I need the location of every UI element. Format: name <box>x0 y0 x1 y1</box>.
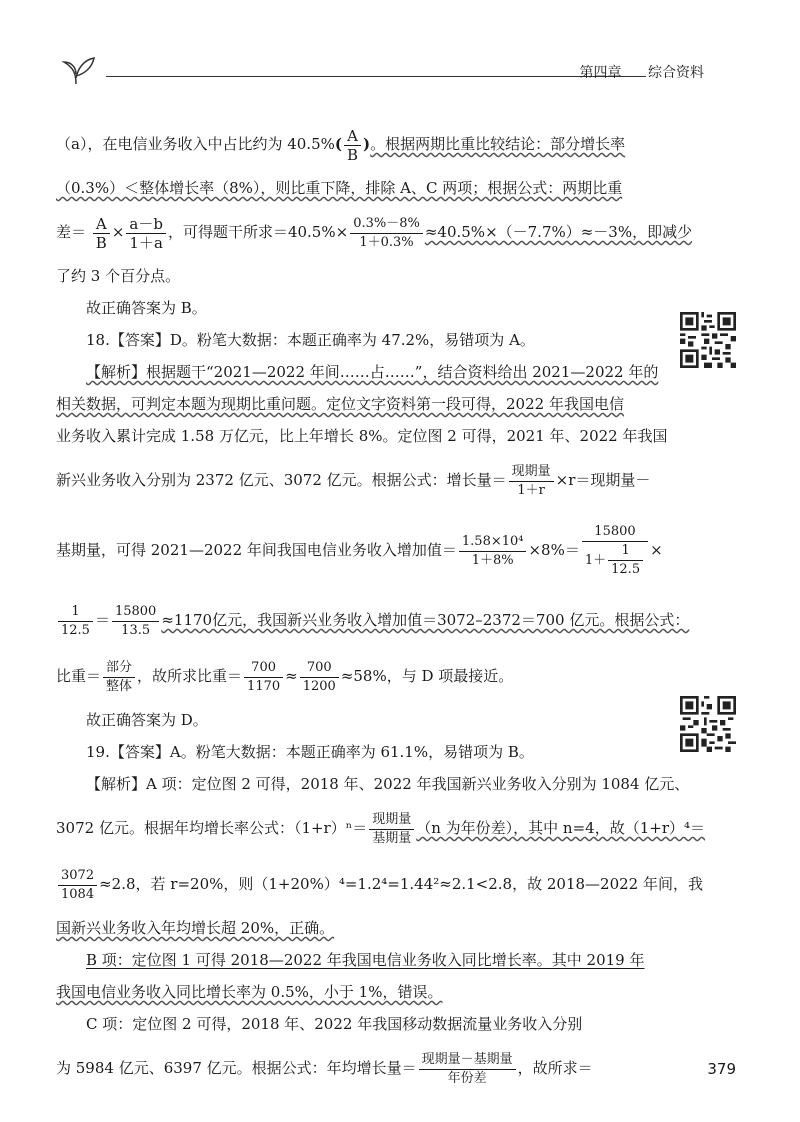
option-b-line <box>56 944 666 976</box>
text-line <box>56 452 666 508</box>
fraction: $\frac{15800}{13.5}$ <box>112 603 159 640</box>
sprout-leaf-icon <box>56 52 96 86</box>
text-run: ≈1170亿元，我国新兴业务收入增加值＝3072–2372＝700 亿元。根据公式： <box>161 611 690 629</box>
question-19-analysis <box>56 768 690 800</box>
text-run: 比重＝ <box>56 667 102 685</box>
fraction: $\frac{\text{现期量}}{1+r}$ <box>509 463 554 500</box>
fraction: $\frac{700}{1200}$ <box>300 659 339 696</box>
question-18-analysis <box>56 356 666 388</box>
text-line: （a），在电信业务收入中占比约为 40.5%( $\frac{A}{B}$ )。根据两期比重比较结论：部分增长率 <box>56 126 626 164</box>
text-run: C 项：定位图 2 可得，2018 年、2022 年我国移动数据流量业务收入分别 <box>86 1015 583 1033</box>
text-run: 差＝ <box>56 223 87 241</box>
answer-line <box>56 704 666 736</box>
text-run: （n 为年份差），其中 n=4，故（1+r）⁴＝ <box>416 819 706 837</box>
text-line <box>56 260 666 292</box>
text-run: B 项：定位图 1 可得 2018—2022 年我国电信业务收入同比增长率。其中 2019 年 <box>86 951 645 969</box>
text-run: 业务收入累计完成 1.58 万亿元，比上年增长 8%。定位图 2 可得，2021 年、2022 年我国 <box>56 427 668 445</box>
fraction: $\frac{700}{1170}$ <box>244 659 283 696</box>
text-line: $\frac{1}{12.5}$ ＝ $\frac{15800}{13.5}$ ≈1170亿元，我国新兴业务收入增加值＝3072–2372＝700 亿元。根据公式： <box>56 592 666 648</box>
text-run: 新兴业务收入分别为 2372 亿元、3072 亿元。根据公式：增长量＝ <box>56 471 507 489</box>
text-line <box>56 388 666 420</box>
text-line <box>56 172 666 204</box>
fraction: $\frac{1}{12.5}$ <box>58 603 93 640</box>
question-19-answer <box>56 736 666 768</box>
text-run: 【解析】根据题干“2021—2022 年间……占……”，结合资料给出 2021—2022 年的 <box>86 363 659 381</box>
text-run: 故正确答案为 B。 <box>86 299 207 317</box>
text-run: 18.【答案】D。粉笔大数据：本题正确率为 47.2%，易错项为 A。 <box>86 331 535 349</box>
fraction: $\frac{\text{现期量}}{\text{基期量}}$ <box>369 811 414 848</box>
text-run: 【解析】A 项：定位图 2 可得，2018 年、2022 年我国新兴业务收入分别为 1084 亿元、 <box>86 775 690 793</box>
header-rule <box>106 76 646 77</box>
text-line: 比重＝ $\frac{\text{部分}}{\text{整体}}$ ，故所求比重＝ $\frac{700}{1170}$ ≈ $\frac{700}{1200}$ ≈58%，与 D 项最接近。 <box>56 659 514 694</box>
text-line <box>56 420 666 452</box>
text-run: 3072 亿元。根据年均增长率公式：（1+r）ⁿ＝ <box>56 819 368 837</box>
text-line <box>56 800 706 856</box>
chapter-section: 综合资料 <box>648 65 704 81</box>
text-line <box>56 1040 666 1096</box>
fraction: $\frac{\text{1.58×10⁴}}{1+8\%}$ <box>459 533 527 570</box>
page-number: 379 <box>707 1060 736 1078</box>
text-line <box>56 912 666 944</box>
chapter-number: 第四章 <box>579 65 622 81</box>
text-run: 19.【答案】A。粉笔大数据：本题正确率为 61.1%，易错项为 B。 <box>86 743 534 761</box>
text-line: 差＝ $\frac{A}{B}$ × $\frac{a-b}{1+a}$ ，可得题干所求＝40.5%× $\frac{0.3\%-8\%}{1+0.3\%}$ ≈40.5%×（－7.7%）≈－3%，即减少 <box>56 214 693 252</box>
qr-code-icon[interactable] <box>680 312 736 368</box>
text-run: 相关数据，可判定本题为现期比重问题。定位文字资料第一段可得，2022 年我国电信 <box>56 395 624 413</box>
text-run: 了约 3 个百分点。 <box>56 267 181 285</box>
fraction: $\frac{A}{B}$ <box>93 215 110 252</box>
question-18-answer <box>56 324 666 356</box>
text-run: ≈58%，与 D 项最接近。 <box>340 667 514 685</box>
text-run: 为 5984 亿元、6397 亿元。根据公式：年均增长量＝ <box>56 1059 417 1077</box>
answer-line <box>56 292 666 324</box>
text-run: （a），在电信业务收入中占比约为 40.5% <box>56 135 335 153</box>
qr-code-icon[interactable] <box>680 696 736 752</box>
option-c-line <box>56 1008 666 1040</box>
text-run: （0.3%）＜整体增长率（8%），则比重下降，排除 A、C 两项；根据公式：两期比重 <box>56 179 623 197</box>
text-run: 。根据两期比重比较结论：部分增长率 <box>370 135 626 153</box>
fraction: $\frac{3072}{1084}$ <box>58 867 97 904</box>
text-run: 国新兴业务收入年均增长超 20%，正确。 <box>56 919 335 937</box>
text-run: ，故所求＝ <box>517 1059 593 1077</box>
text-line <box>56 976 666 1008</box>
text-line <box>56 856 703 912</box>
text-run: 基期量，可得 2021—2022 年间我国电信业务收入增加值＝ <box>56 541 457 559</box>
text-run: ，可得题干所求＝40.5%× <box>167 223 349 241</box>
text-line: 基期量，可得 2021—2022 年间我国电信业务收入增加值＝ $\frac{\text{1.58×10⁴}}{1+8\%}$ ×8%＝ 15800 1＋ $\frac{1}{12.5}$ × <box>56 524 663 577</box>
page-body <box>56 116 706 1096</box>
text-run: ，故所求比重＝ <box>137 667 243 685</box>
text-run: 故正确答案为 D。 <box>86 711 208 729</box>
text-run: ×r＝现期量－ <box>555 471 651 489</box>
fraction: $\frac{\text{部分}}{\text{整体}}$ <box>103 659 135 696</box>
fraction: $\frac{a-b}{1+a}$ <box>126 215 166 252</box>
text-run: ≈40.5%×（－7.7%）≈－3%，即减少 <box>424 223 693 241</box>
chapter-title <box>580 62 704 82</box>
text-run: ≈2.8，若 r=20%，则（1+20%）⁴=1.2⁴=1.44²≈2.1<2.8，故 2018—2022 年间，我 <box>99 875 703 893</box>
fraction: $\frac{\text{现期量－基期量}}{\text{年份差}}$ <box>419 1051 516 1088</box>
page-header <box>50 50 750 86</box>
text-run: 我国电信业务收入同比增长率为 0.5%，小于 1%，错误。 <box>56 983 443 1001</box>
fraction: $\frac{A}{B}$ <box>344 127 361 164</box>
fraction: 15800 1＋ $\frac{1}{12.5}$ <box>582 523 648 579</box>
fraction: $\frac{0.3\%-8\%}{1+0.3\%}$ <box>350 215 423 252</box>
